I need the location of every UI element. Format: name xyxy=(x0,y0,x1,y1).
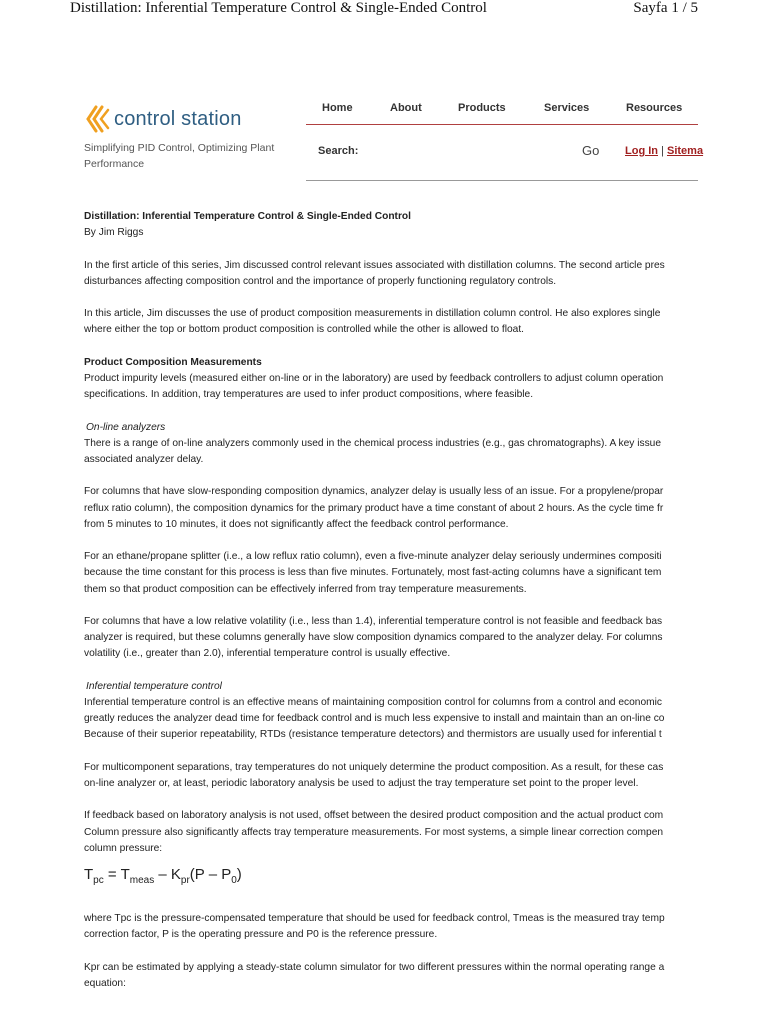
text-line: For multicomponent separations, tray temperatures do not uniquely determine the product composition. As a result, for these cas xyxy=(84,761,664,773)
login-link[interactable]: Log In xyxy=(625,145,658,157)
formula-symbol: T xyxy=(84,865,94,883)
formula-subscript: 0 xyxy=(231,874,237,886)
text-line: on-line analyzer or, at least, periodic laboratory analysis be used to adjust the tray temperature set point to the proper level. xyxy=(84,777,639,789)
sitemap-link[interactable]: Sitema xyxy=(666,145,704,157)
formula-subscript: meas xyxy=(129,874,155,886)
paragraph xyxy=(84,614,698,663)
text-line: Because of their superior repeatability, RTDs (resistance temperature detectors) and thermistors are usually used for inferential t xyxy=(84,729,662,741)
text-line: If feedback based on laboratory analysis is not used, offset between the desired product composition and the actual product com xyxy=(84,810,664,822)
formula-symbol: T xyxy=(120,865,130,883)
paragraph xyxy=(84,258,698,290)
formula-subscript: pc xyxy=(93,874,104,886)
text-line: disturbances affecting composition control and the importance of properly functioning regulatory controls. xyxy=(84,275,557,287)
paragraph xyxy=(84,808,698,857)
formula-operator: = xyxy=(103,865,121,883)
text-line: For columns that have slow-responding composition dynamics, analyzer delay is usually less of an issue. For a propylene/propar xyxy=(84,486,664,498)
pressure-correction-formula xyxy=(84,867,698,889)
section-heading: Product Composition Measurements xyxy=(84,356,262,368)
account-links: Log In | Sitema xyxy=(625,145,704,157)
text-line: For columns that have a low relative volatility (i.e., less than 1.4), inferential temperature control is not feasible and feedback bas xyxy=(84,615,663,627)
text-line: associated analyzer delay. xyxy=(84,453,204,465)
text-line: greatly reduces the analyzer dead time for feedback control and is much less expensive to install and maintain than an on-line co xyxy=(84,713,665,725)
tagline: Simplifying PID Control, Optimizing Plant Performance xyxy=(84,142,275,170)
text-line: where Tpc is the pressure-compensated temperature that should be used for feedback control, Tmeas is the measured tray temp xyxy=(84,912,665,924)
text-line: where either the top or bottom product composition is controlled while the other is allowed to float. xyxy=(84,324,524,336)
article xyxy=(84,209,698,1008)
print-header-title: Distillation: Inferential Temperature Control & Single-Ended Control xyxy=(70,0,487,16)
paragraph xyxy=(84,436,698,468)
text-line: correction factor, P is the operating pressure and P0 is the reference pressure. xyxy=(84,929,438,941)
print-header xyxy=(70,0,698,20)
text-line: Inferential temperature control is an effective means of maintaining composition control for columns from a control and economic xyxy=(84,696,662,708)
subsection-heading: On-line analyzers xyxy=(86,421,166,433)
go-button[interactable]: Go xyxy=(582,143,600,158)
search-bar xyxy=(306,140,704,181)
main-nav xyxy=(306,100,698,125)
text-line: because the time constant for this process is less than five minutes. Fortunately, most fast-acting columns have a significant tem xyxy=(84,567,662,579)
article-title: Distillation: Inferential Temperature Control & Single-Ended Control xyxy=(84,211,411,222)
text-line: reflux ratio column), the composition dynamics for the primary product have a time constant of about 2 hours. As the cycle time fr xyxy=(84,502,664,514)
formula-term: (P – P xyxy=(189,865,232,883)
paragraph xyxy=(84,760,698,792)
paragraph xyxy=(84,911,698,943)
text-line: In the first article of this series, Jim discussed control relevant issues associated with distillation columns. The second article pres xyxy=(84,259,665,271)
paragraph xyxy=(84,695,698,744)
search-label: Search: xyxy=(318,145,359,157)
paragraph xyxy=(84,306,698,338)
text-line: analyzer is required, but these columns generally have slow composition dynamics compared to the analyzer delay. For columns xyxy=(84,632,663,644)
text-line: Kpr can be estimated by applying a steady-state column simulator for two different pressures within the normal operating range a xyxy=(84,961,665,973)
paragraph xyxy=(84,371,698,403)
text-line: For an ethane/propane splitter (i.e., a low reflux ratio column), even a five-minute analyzer delay seriously undermines compositi xyxy=(84,551,662,563)
formula-operator: – xyxy=(154,865,171,883)
logo-icon xyxy=(84,104,110,134)
text-line: In this article, Jim discusses the use of product composition measurements in distillation column control. He also explores single xyxy=(84,308,661,320)
text-line: Column pressure also significantly affects tray temperature measurements. For most systems, a simple linear correction compen xyxy=(84,826,664,838)
nav-services[interactable]: Services xyxy=(544,102,590,114)
logo-text: control station xyxy=(114,107,242,130)
text-line: from 5 minutes to 10 minutes, it does not significantly affect the feedback control performance. xyxy=(84,518,509,530)
paragraph xyxy=(84,484,698,533)
article-author: By Jim Riggs xyxy=(84,227,144,239)
text-line: There is a range of on-line analyzers commonly used in the chemical process industries (e.g., gas chromatographs). A key issue xyxy=(84,437,662,449)
logo[interactable] xyxy=(84,104,242,134)
text-line: volatility (i.e., greater than 2.0), inferential temperature control is usually effective. xyxy=(84,648,451,660)
nav-about[interactable]: About xyxy=(390,102,422,114)
formula-term: ) xyxy=(236,865,242,883)
subsection-heading: Inferential temperature control xyxy=(86,680,222,692)
text-line: equation: xyxy=(84,977,126,989)
text-line: specifications. In addition, tray temperatures are used to infer product compositions, where feasible. xyxy=(84,389,534,401)
paragraph xyxy=(84,960,698,992)
text-line: column pressure: xyxy=(84,842,163,854)
page-number: Sayfa 1 / 5 xyxy=(633,0,698,16)
paragraph xyxy=(84,549,698,598)
formula-subscript: pr xyxy=(180,874,190,886)
nav-resources[interactable]: Resources xyxy=(626,102,683,114)
text-line: them so that product composition can be effectively inferred from tray temperature measurements. xyxy=(84,583,527,595)
text-line: Product impurity levels (measured either on-line or in the laboratory) are used by feedback controllers to adjust column operation xyxy=(84,372,664,384)
nav-products[interactable]: Products xyxy=(458,102,506,114)
nav-home[interactable]: Home xyxy=(322,102,353,114)
formula-symbol: K xyxy=(170,865,181,883)
